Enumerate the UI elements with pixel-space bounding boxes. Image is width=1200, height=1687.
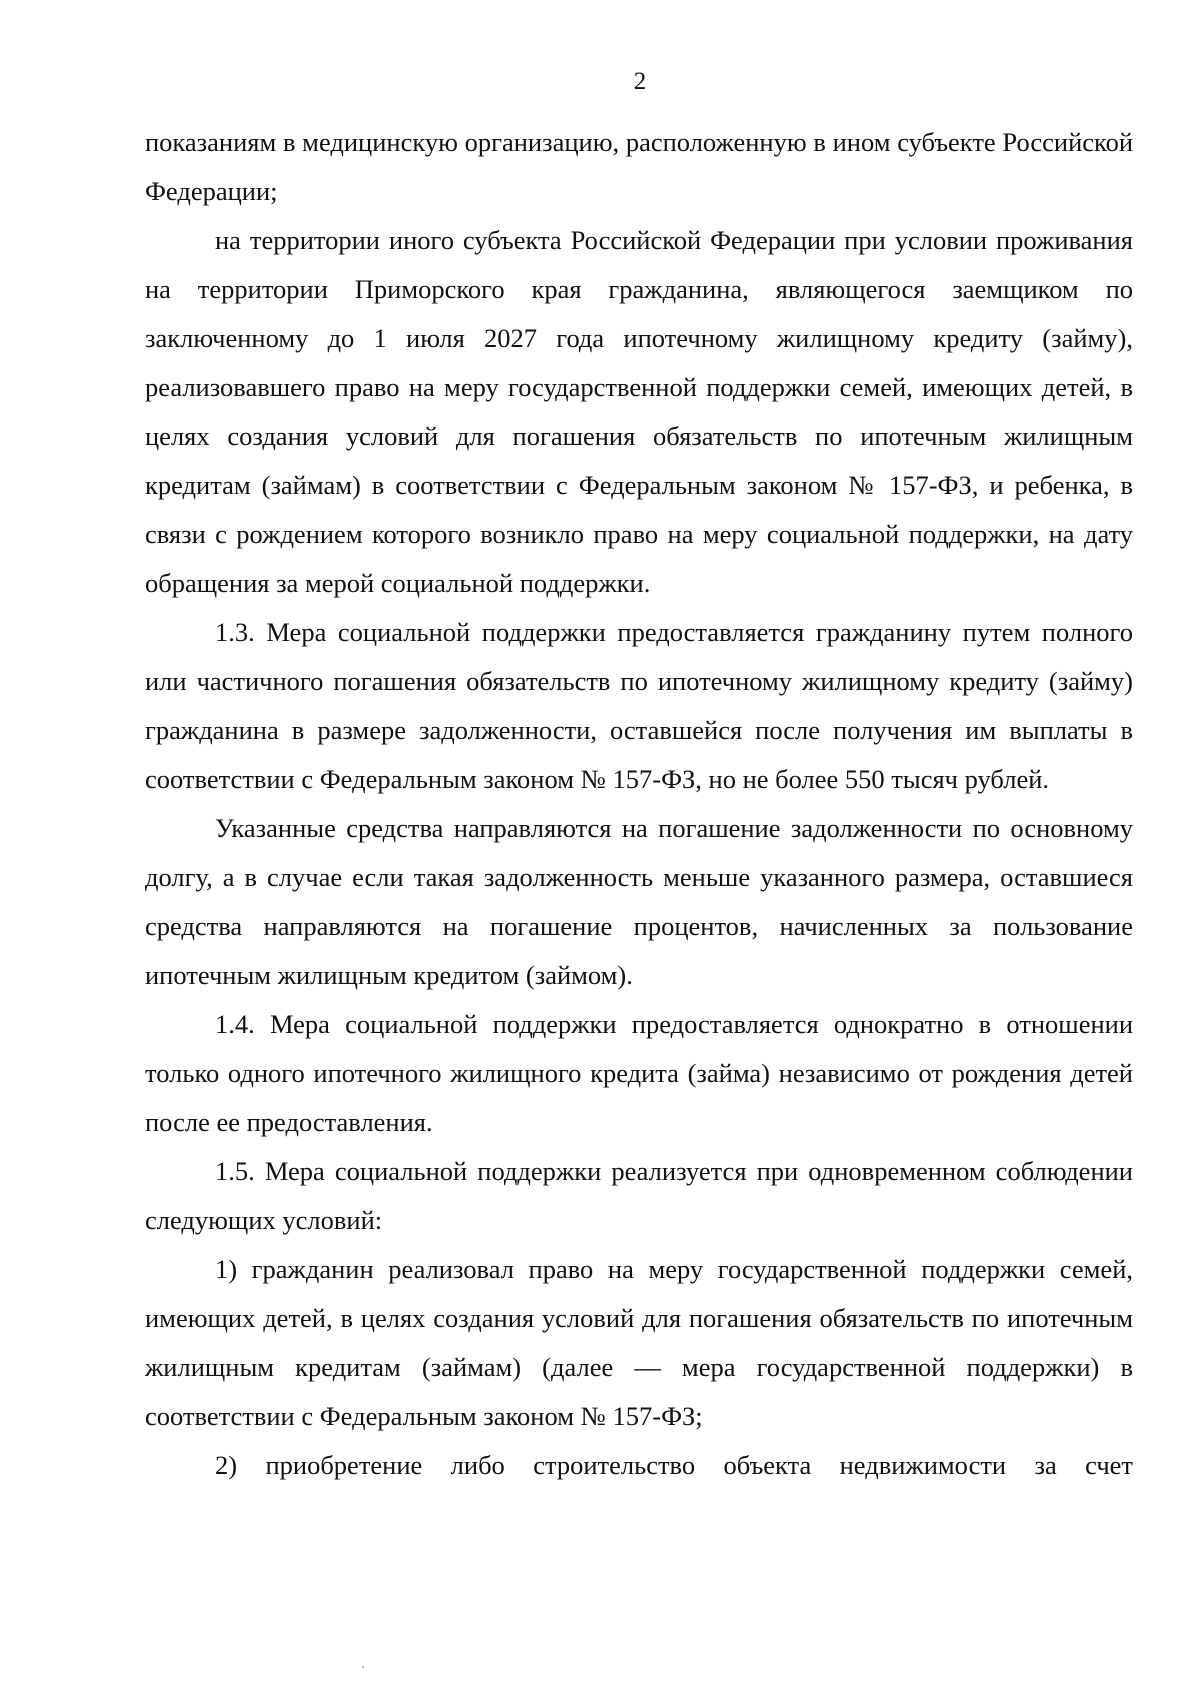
list-item-2: 2) приобретение либо строительство объекта недвижимости за счет [215, 1450, 1133, 1480]
paragraph-funds-direction: Указанные средства направляются на погашение задолженности по основному долгу, а в случае если такая задолженность меньше указанного размера, оставшиеся средства направляются на погашение процентов, начисленных за пользование ипотечным жилищным кредитом (займом). [145, 813, 1133, 990]
document-body [145, 118, 1133, 1490]
scan-dot [362, 1666, 364, 1668]
paragraph-1-4: 1.4. Мера социальной поддержки предоставляется однократно в отношении только одного ипотечного жилищного кредита (займа) независимо от рождения детей после ее предоставления. [145, 1009, 1133, 1137]
paragraph-1-5: 1.5. Мера социальной поддержки реализуется при одновременном соблюдении следующих условий: [145, 1156, 1133, 1235]
page-number: 2 [633, 68, 647, 95]
paragraph-1-3: 1.3. Мера социальной поддержки предоставляется гражданину путем полного или частичного погашения обязательств по ипотечному жилищному кредиту (займу) гражданина в размере задолженности, оставшейся после получения им выплаты в соответствии с Федеральным законом № 157-ФЗ, но не более 550 тысяч рублей. [145, 617, 1133, 794]
paragraph-continuation: показаниям в медицинскую организацию, расположенную в ином субъекте Российской Федерации; [145, 127, 1133, 206]
list-item-1: 1) гражданин реализовал право на меру государственной поддержки семей, имеющих детей, в целях создания условий для погашения обязательств по ипотечным жилищным кредитам (займам) (далее — мера государственной поддержки) в соответствии с Федеральным законом № 157-ФЗ; [145, 1254, 1133, 1431]
paragraph-territory-condition: на территории иного субъекта Российской Федерации при условии проживания на территории Приморского края гражданина, являющегося заемщиком по заключенному до 1 июля 2027 года ипотечному жилищному кредиту (займу), реализовавшего право на меру государственной поддержки семей, имеющих детей, в целях создания условий для погашения обязательств по ипотечным жилищным кредитам (займам) в соответствии с Федеральным законом № 157-ФЗ, и ребенка, в связи с рождением которого возникло право на меру социальной поддержки, на дату обращения за мерой социальной поддержки. [145, 225, 1133, 598]
